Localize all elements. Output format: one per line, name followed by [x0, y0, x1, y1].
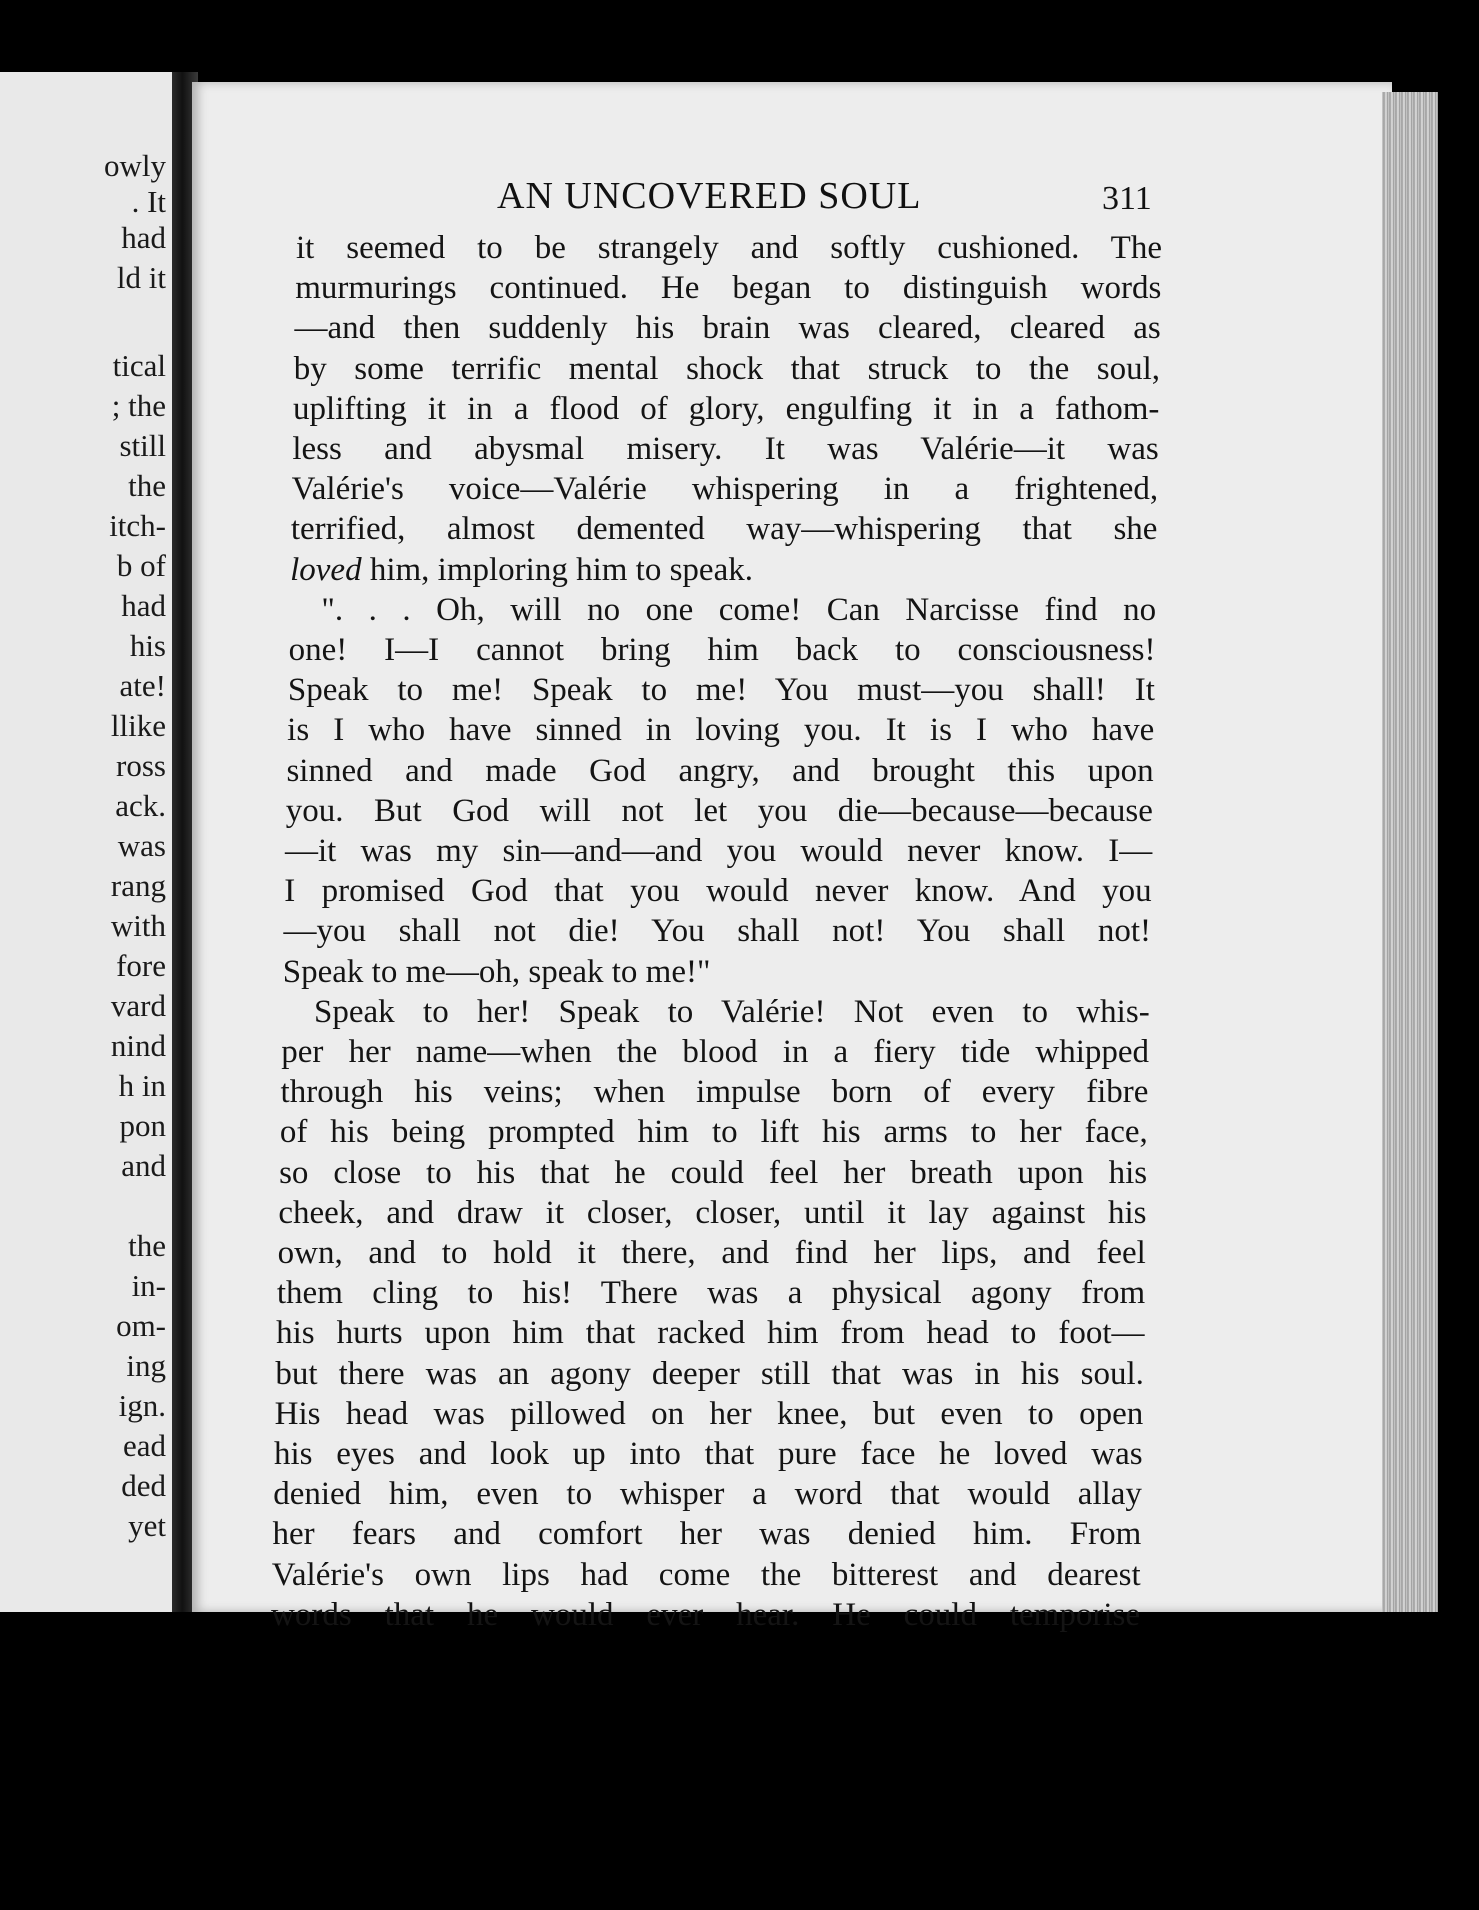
text-line: Speak to me—oh, speak to me!"	[282, 953, 711, 990]
previous-page-fragment: was	[117, 828, 166, 863]
text-line: terrified, almost demented way—whispering that she	[290, 511, 1158, 548]
previous-page-fragment: rang	[110, 868, 166, 903]
text-line: —it was my sin—and—and you would never know. I—	[284, 833, 1153, 869]
previous-page-fragment: ded	[121, 1468, 166, 1503]
text-line: it seemed to be strangely and softly cushioned. The	[296, 230, 1162, 266]
text-line: ". . . Oh, will no one come! Can Narcisse find no	[321, 591, 1157, 628]
text-line: her fears and comfort her was denied him. From	[272, 1516, 1142, 1553]
text-line: per her name—when the blood in a fiery tide whipped	[281, 1034, 1150, 1070]
text-line: so close to his that he could feel her breath upon his	[279, 1154, 1148, 1191]
text-line: Valérie's own lips had come the bitterest and dearest	[271, 1556, 1141, 1593]
previous-page-fragment: owly	[104, 148, 166, 183]
text-line: is I who have sinned in loving you. It is I who have	[287, 712, 1155, 749]
text-line: his hurts upon him that racked him from head to foot—	[276, 1315, 1145, 1352]
previous-page-fragment: ld it	[116, 260, 166, 295]
previous-page	[0, 72, 172, 1612]
previous-page-fragment: had	[121, 588, 166, 623]
text-line: —and then suddenly his brain was cleared, cleared as	[294, 310, 1161, 347]
previous-page-fragment: yet	[128, 1508, 166, 1543]
text-line: murmurings continued. He began to distinguish words	[295, 270, 1162, 307]
text-line: sinned and made God angry, and brought this upon	[286, 752, 1154, 789]
previous-page-fragment: had	[121, 220, 166, 255]
running-head: AN UNCOVERED SOUL	[497, 175, 922, 217]
text-line: Valérie's voice—Valérie whispering in a frightened,	[291, 471, 1159, 508]
text-line: denied him, even to whisper a word that would allay	[273, 1476, 1142, 1513]
text-line: you. But God will not let you die—because—because	[285, 792, 1153, 829]
previous-page-fragment: pon	[119, 1108, 166, 1143]
page-edges	[1382, 92, 1438, 1612]
previous-page-fragment: om-	[116, 1308, 166, 1343]
text-line: words that he would ever hear. He could temporise	[271, 1596, 1140, 1633]
previous-page-fragment: ate!	[119, 668, 166, 703]
text-line: through his veins; when impulse born of every fibre	[280, 1074, 1149, 1111]
text-line: loved him, imploring him to speak.	[290, 551, 753, 588]
text-line: his eyes and look up into that pure face he loved was	[273, 1436, 1143, 1472]
text-line: but there was an agony deeper still that was in his soul.	[275, 1355, 1144, 1392]
page-number: 311	[1102, 180, 1152, 217]
previous-page-fragment: . It	[131, 184, 166, 219]
previous-page-fragment: itch-	[109, 508, 166, 543]
text-line: Speak to me! Speak to me! You must—you shall! It	[287, 672, 1155, 709]
previous-page-fragment: ; the	[111, 388, 166, 423]
text-line: own, and to hold it there, and find her lips, and feel	[277, 1235, 1146, 1271]
text-line: less and abysmal misery. It was Valérie—it was	[292, 431, 1159, 467]
previous-page-fragment: fore	[116, 948, 166, 983]
previous-page-fragment: b of	[116, 548, 166, 583]
previous-page-fragment: llike	[110, 708, 166, 743]
previous-page-fragment: h in	[118, 1068, 166, 1103]
text-line: Speak to her! Speak to Valérie! Not even to whis-	[314, 993, 1150, 1030]
text-line: by some terrific mental shock that struck to the soul,	[293, 350, 1161, 387]
text-line: uplifting it in a flood of glory, engulfing it in a fathom-	[293, 390, 1160, 427]
text-line: I promised God that you would never know. And you	[284, 873, 1152, 910]
previous-page-fragment: with	[110, 908, 166, 943]
previous-page-fragment: ign.	[118, 1388, 166, 1423]
previous-page-fragment: ack.	[115, 788, 166, 823]
previous-page-fragment: ross	[116, 748, 166, 783]
previous-page-fragment: his	[129, 628, 166, 663]
previous-page-fragment: still	[119, 428, 166, 463]
previous-page-fragment: nind	[110, 1028, 166, 1063]
text-line: one! I—I cannot bring him back to consciousness!	[288, 632, 1156, 668]
previous-page-fragment: and	[121, 1148, 166, 1183]
text-line: cheek, and draw it closer, closer, until it lay against his	[278, 1194, 1147, 1231]
previous-page-fragment: ead	[122, 1428, 166, 1463]
previous-page-fragment: ing	[126, 1348, 166, 1383]
previous-page-fragment: in-	[131, 1268, 166, 1303]
previous-page-fragment: the	[128, 1228, 166, 1263]
text-line: of his being prompted him to lift his arms to her face,	[279, 1114, 1148, 1151]
text-line: —you shall not die! You shall not! You shall not!	[283, 913, 1151, 950]
previous-page-fragment: tical	[112, 348, 166, 383]
text-line: His head was pillowed on her knee, but even to open	[274, 1395, 1144, 1432]
text-line: them cling to his! There was a physical agony from	[276, 1275, 1146, 1312]
previous-page-fragment: vard	[110, 988, 166, 1023]
previous-page-fragment: the	[128, 468, 166, 503]
